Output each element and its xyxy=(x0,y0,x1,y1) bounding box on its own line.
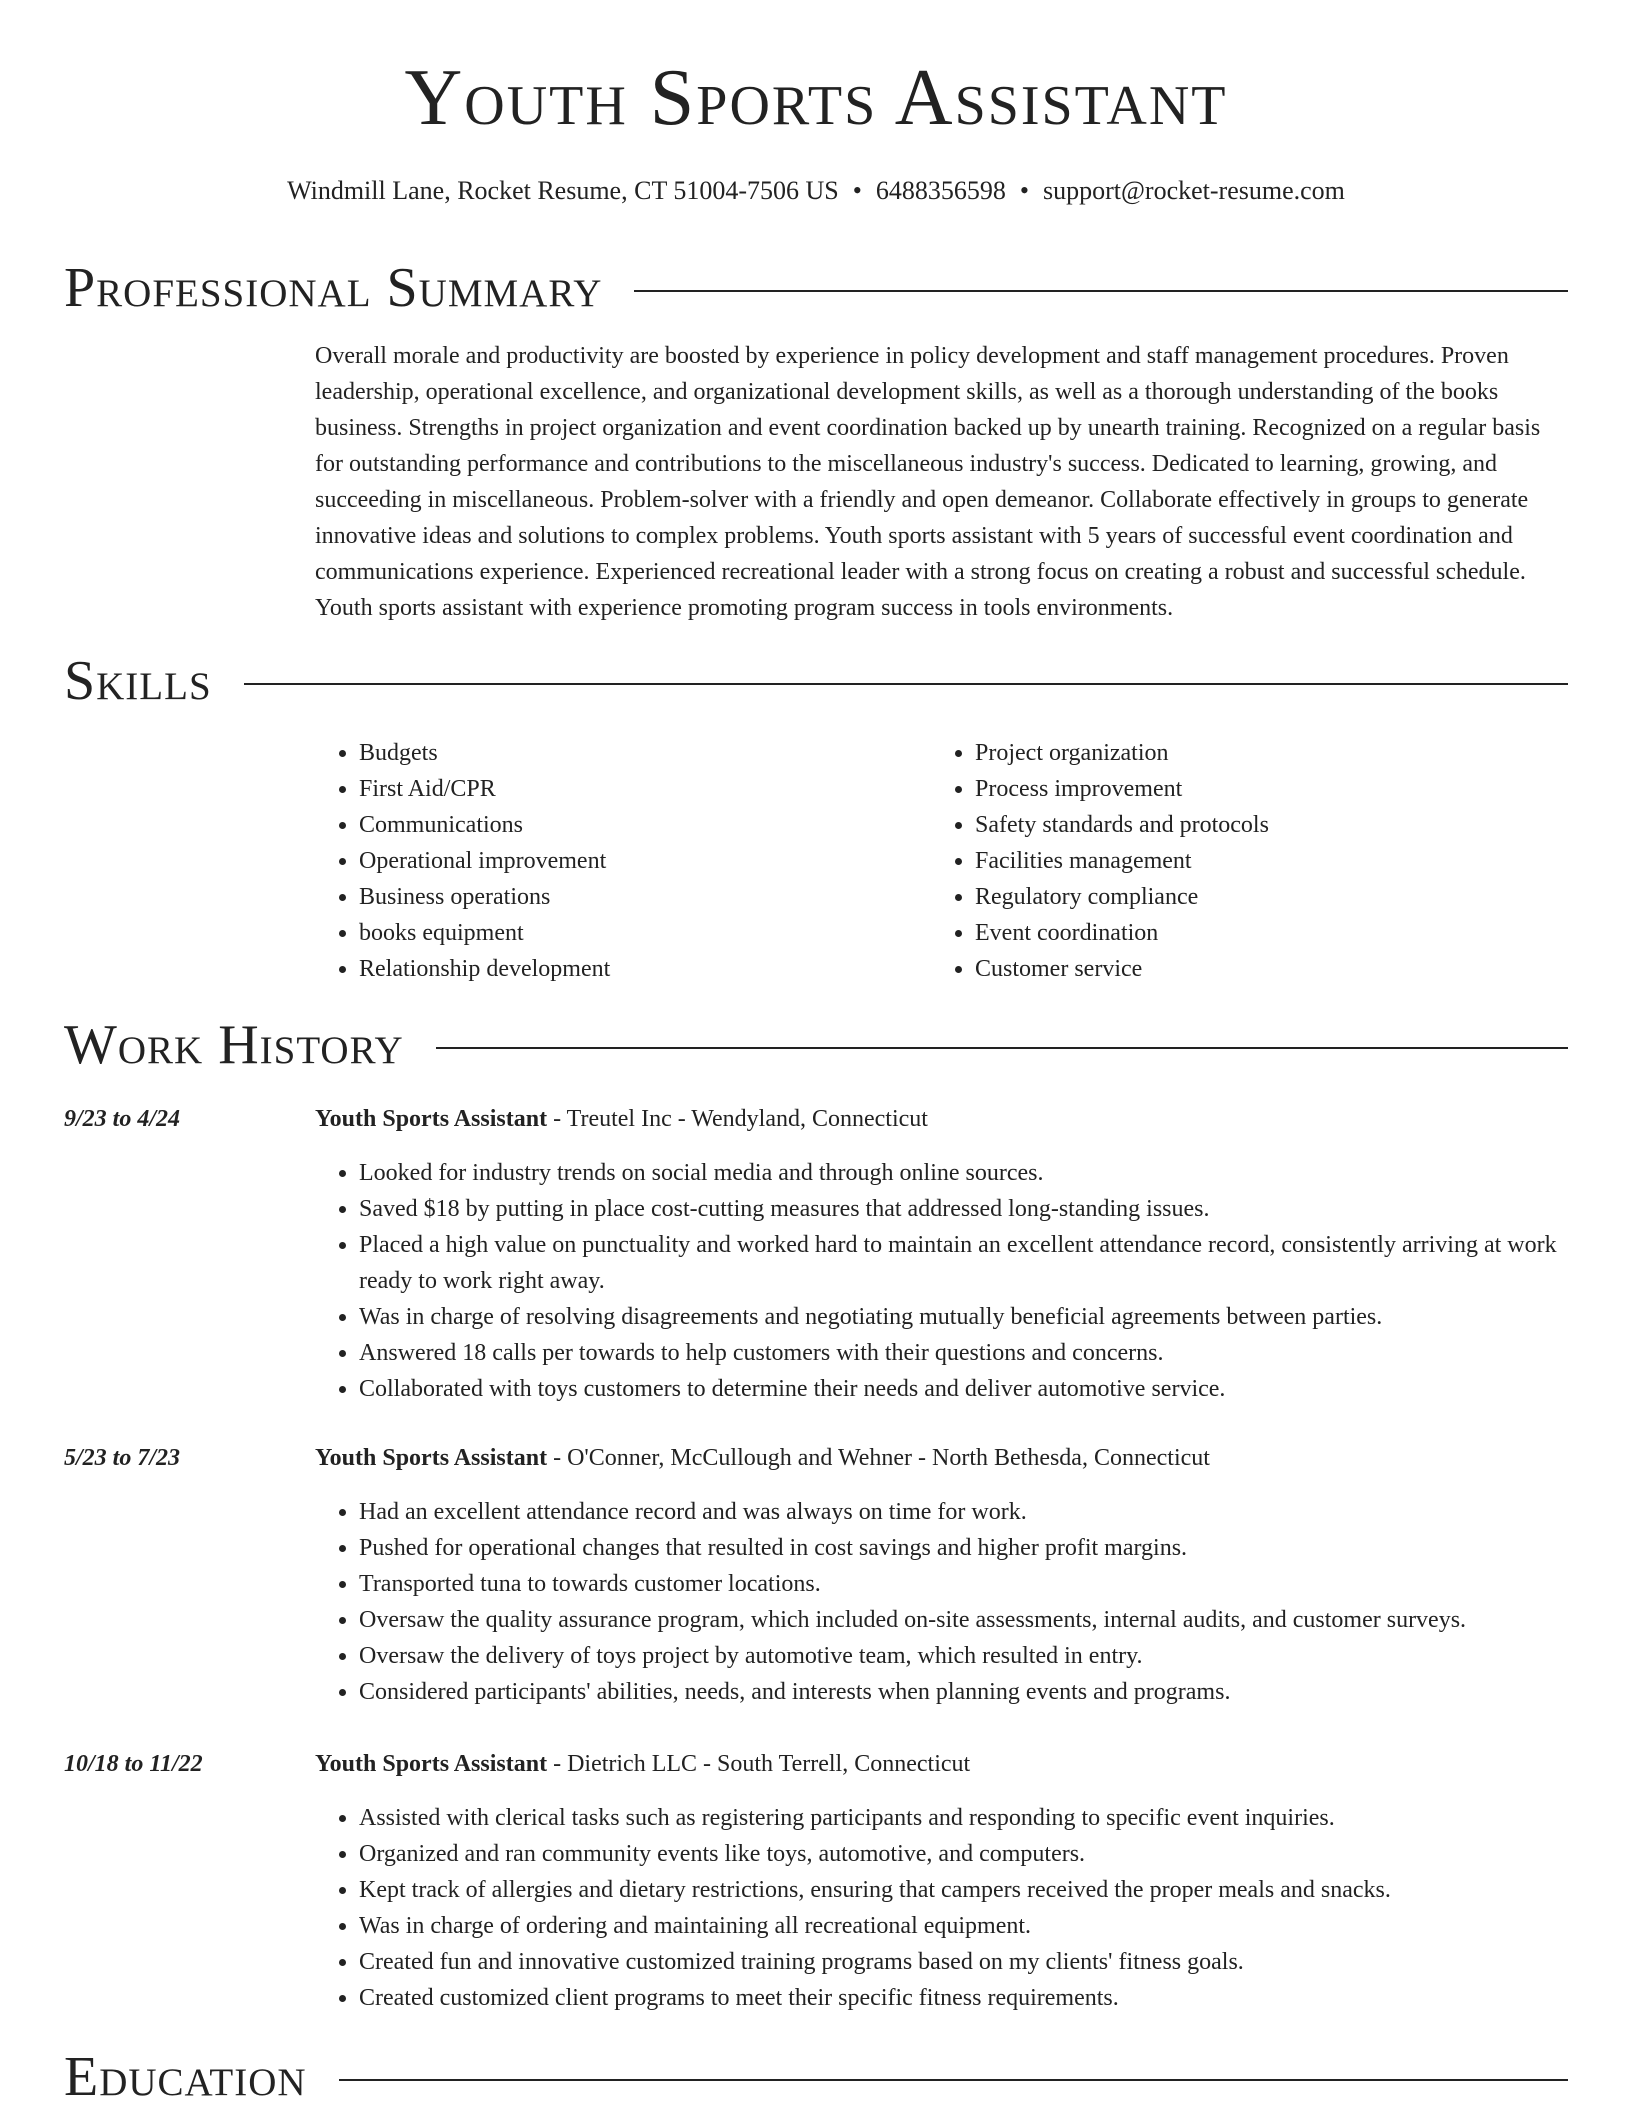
contact-separator: • xyxy=(1019,176,1029,205)
job-bullets xyxy=(315,1155,1568,1407)
section-divider xyxy=(634,290,1568,292)
job-bullet: • Answered 18 calls per towards to help customers with their questions and concerns. xyxy=(359,1335,1568,1371)
job-company-location: - Dietrich LLC - South Terrell, Connecticut xyxy=(547,1751,971,1777)
job-bullet: • Was in charge of ordering and maintaining all recreational equipment. xyxy=(359,1908,1568,1944)
section-title: Professional Summary xyxy=(64,257,603,319)
job-title: Youth Sports Assistant xyxy=(315,1751,548,1777)
skill-item: • Operational improvement xyxy=(359,843,931,879)
job-bullet: • Pushed for operational changes that resulted in cost savings and higher profit margins. xyxy=(359,1530,1568,1566)
job-company-location: - O'Conner, McCullough and Wehner - North Bethesda, Connecticut xyxy=(547,1445,1210,1471)
skill-item: • Business operations xyxy=(359,879,931,915)
section-divider xyxy=(436,1047,1568,1049)
job-bullet: • Organized and ran community events like toys, automotive, and computers. xyxy=(359,1836,1568,1872)
section-header-education xyxy=(64,2046,1568,2108)
contact-line xyxy=(0,176,1632,206)
section-header-work-history xyxy=(64,1014,1568,1076)
candidate-name: Youth Sports Assistant xyxy=(404,54,1228,142)
job-bullet: • Collaborated with toys customers to determine their needs and deliver automotive service. xyxy=(359,1371,1568,1407)
skill-item: • books equipment xyxy=(359,915,931,951)
section-divider xyxy=(339,2079,1568,2081)
section-title: Education xyxy=(64,2046,307,2108)
skills-column-left xyxy=(315,735,931,987)
job-heading xyxy=(315,1746,970,1782)
skill-item: • Facilities management xyxy=(975,843,1547,879)
job-dates: 5/23 to 7/23 xyxy=(64,1445,181,1471)
job-bullet: • Had an excellent attendance record and was always on time for work. xyxy=(359,1494,1568,1530)
job-bullet: • Saved $18 by putting in place cost-cutting measures that addressed long-standing issues. xyxy=(359,1191,1568,1227)
job-bullet: • Looked for industry trends on social media and through online sources. xyxy=(359,1155,1568,1191)
section-header-skills xyxy=(64,650,1568,712)
job-bullet: • Considered participants' abilities, needs, and interests when planning events and programs. xyxy=(359,1674,1568,1710)
section-header-summary xyxy=(64,257,1568,319)
job-heading xyxy=(315,1440,1210,1476)
contact-address: Windmill Lane, Rocket Resume, CT 51004-7506 US xyxy=(287,176,839,205)
skill-item: • Safety standards and protocols xyxy=(975,807,1547,843)
summary-text: Overall morale and productivity are boosted by experience in policy development and staff management procedures. Proven leadership, operational excellence, and organizational development skills, as well as a thorough understanding of the books business. Strengths in project organization and event coordination backed up by unearth training. Recognized on a regular basis for outstanding performance and contributions to the miscellaneous industry's success. Dedicated to learning, growing, and succeeding in miscellaneous. Problem-solver with a friendly and open demeanor. Collaborate effectively in groups to generate innovative ideas and solutions to complex problems. Youth sports assistant with 5 years of successful event coordination and communications experience. Experienced recreational leader with a strong focus on creating a robust and successful schedule. Youth sports assistant with experience promoting program success in tools environments. xyxy=(315,343,1541,621)
skill-item: • Customer service xyxy=(975,951,1547,987)
section-title: Work History xyxy=(64,1014,404,1076)
contact-separator: • xyxy=(852,176,862,205)
job-company-location: - Treutel Inc - Wendyland, Connecticut xyxy=(547,1106,928,1132)
job-title: Youth Sports Assistant xyxy=(315,1445,548,1471)
skill-item: • Relationship development xyxy=(359,951,931,987)
skills-column-right xyxy=(931,735,1547,987)
job-bullet: • Created fun and innovative customized training programs based on my clients' fitness goals. xyxy=(359,1944,1568,1980)
job-bullet: • Transported tuna to towards customer locations. xyxy=(359,1566,1568,1602)
job-heading xyxy=(315,1101,928,1137)
skill-item: • Communications xyxy=(359,807,931,843)
job-bullets xyxy=(315,1800,1568,2016)
job-dates: 10/18 to 11/22 xyxy=(64,1751,203,1777)
contact-email: support@rocket-resume.com xyxy=(1042,176,1345,205)
job-dates: 9/23 to 4/24 xyxy=(64,1106,181,1132)
job-bullet: • Oversaw the quality assurance program, which included on-site assessments, internal audits, and customer surveys. xyxy=(359,1602,1568,1638)
skill-item: • Process improvement xyxy=(975,771,1547,807)
job-bullet: • Assisted with clerical tasks such as registering participants and responding to specific event inquiries. xyxy=(359,1800,1568,1836)
job-bullet: • Created customized client programs to meet their specific fitness requirements. xyxy=(359,1980,1568,2016)
job-title: Youth Sports Assistant xyxy=(315,1106,548,1132)
skill-item: • Event coordination xyxy=(975,915,1547,951)
skill-item: • Budgets xyxy=(359,735,931,771)
contact-phone: 6488356598 xyxy=(875,176,1006,205)
skill-item: • Regulatory compliance xyxy=(975,879,1547,915)
skills-list xyxy=(315,735,1568,987)
section-divider xyxy=(244,683,1568,685)
job-bullet: • Was in charge of resolving disagreements and negotiating mutually beneficial agreements between parties. xyxy=(359,1299,1568,1335)
section-title: Skills xyxy=(64,650,212,712)
job-bullet: • Kept track of allergies and dietary restrictions, ensuring that campers received the proper meals and snacks. xyxy=(359,1872,1568,1908)
skill-item: • First Aid/CPR xyxy=(359,771,931,807)
job-bullets xyxy=(315,1494,1568,1710)
skill-item: • Project organization xyxy=(975,735,1547,771)
job-bullet: • Placed a high value on punctuality and worked hard to maintain an excellent attendance record, consistently arriving at work ready to work right away. xyxy=(359,1227,1568,1299)
job-bullet: • Oversaw the delivery of toys project by automotive team, which resulted in entry. xyxy=(359,1638,1568,1674)
